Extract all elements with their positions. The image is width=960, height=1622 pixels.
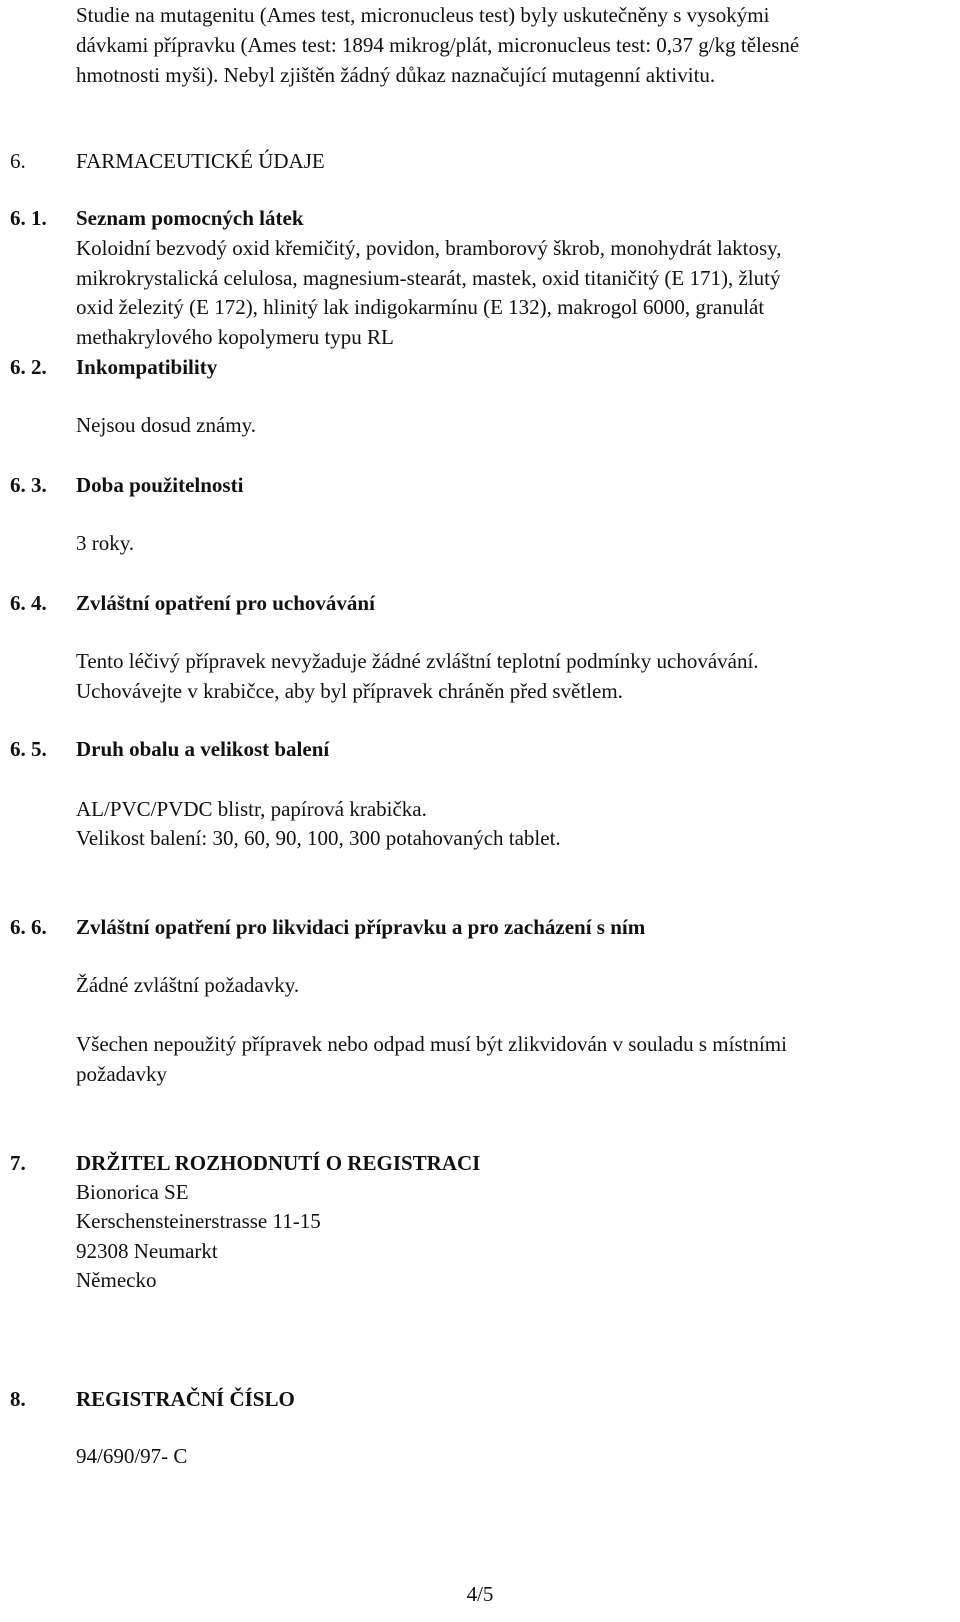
holder-street: Kerschensteinerstrasse 11-15 xyxy=(76,1209,321,1233)
section-6-6-line-1: Žádné zvláštní požadavky. xyxy=(76,973,300,997)
section-6-4-title: Zvláštní opatření pro uchovávání xyxy=(76,591,375,615)
section-6-4-line-1: Tento léčivý přípravek nevyžaduje žádné zvláštní teplotní podmínky uchovávání. xyxy=(76,649,759,673)
section-6-1-title: Seznam pomocných látek xyxy=(76,206,304,230)
section-6-3-title: Doba použitelnosti xyxy=(76,473,244,497)
registration-number: 94/690/97- C xyxy=(76,1444,188,1468)
section-6-title: FARMACEUTICKÉ ÚDAJE xyxy=(76,149,325,173)
section-6-3-number: 6. 3. xyxy=(10,473,47,497)
section-6-1-line-4: methakrylového kopolymeru typu RL xyxy=(76,325,394,349)
section-6-6-line-2: Všechen nepoužitý přípravek nebo odpad musí být zlikvidován v souladu s místními xyxy=(76,1032,787,1056)
intro-line-2: dávkami přípravku (Ames test: 1894 mikrog/plát, micronucleus test: 0,37 g/kg tělesné xyxy=(76,33,800,57)
section-6-5-number: 6. 5. xyxy=(10,737,47,761)
section-6-6-number: 6. 6. xyxy=(10,915,47,939)
section-6-2-title: Inkompatibility xyxy=(76,355,218,379)
section-6-6-title: Zvláštní opatření pro likvidaci přípravku a pro zacházení s ním xyxy=(76,915,646,939)
section-6-6-line-3: požadavky xyxy=(76,1062,167,1086)
page-number: 4/5 xyxy=(466,1582,494,1606)
section-6-number: 6. xyxy=(10,149,26,173)
section-6-5-line-2: Velikost balení: 30, 60, 90, 100, 300 potahovaných tablet. xyxy=(76,826,561,850)
intro-line-1: Studie na mutagenitu (Ames test, micronucleus test) byly uskutečněny s vysokými xyxy=(76,3,770,27)
section-7-title: DRŽITEL ROZHODNUTÍ O REGISTRACI xyxy=(76,1151,481,1175)
section-6-1-line-3: oxid železitý (E 172), hlinitý lak indigokarmínu (E 132), makrogol 6000, granulát xyxy=(76,295,765,319)
section-6-5-line-1: AL/PVC/PVDC blistr, papírová krabička. xyxy=(76,797,427,821)
intro-line-3: hmotnosti myši). Nebyl zjištěn žádný důkaz naznačující mutagenní aktivitu. xyxy=(76,63,716,87)
section-6-4-line-2: Uchovávejte v krabičce, aby byl přípravek chráněn před světlem. xyxy=(76,679,623,703)
section-6-4-number: 6. 4. xyxy=(10,591,47,615)
holder-country: Německo xyxy=(76,1268,157,1292)
section-6-5-title: Druh obalu a velikost balení xyxy=(76,737,330,761)
section-8-title: REGISTRAČNÍ ČÍSLO xyxy=(76,1387,295,1411)
section-6-2-number: 6. 2. xyxy=(10,355,47,379)
section-6-2-text: Nejsou dosud známy. xyxy=(76,413,257,437)
section-7-number: 7. xyxy=(10,1151,26,1175)
section-6-3-text: 3 roky. xyxy=(76,531,135,555)
section-6-1-line-1: Koloidní bezvodý oxid křemičitý, povidon, bramborový škrob, monohydrát laktosy, xyxy=(76,236,782,260)
section-6-1-line-2: mikrokrystalická celulosa, magnesium-stearát, mastek, oxid titaničitý (E 171), žlutý xyxy=(76,266,781,290)
section-8-number: 8. xyxy=(10,1387,26,1411)
holder-name: Bionorica SE xyxy=(76,1180,189,1204)
section-6-1-number: 6. 1. xyxy=(10,206,47,230)
holder-city: 92308 Neumarkt xyxy=(76,1239,218,1263)
